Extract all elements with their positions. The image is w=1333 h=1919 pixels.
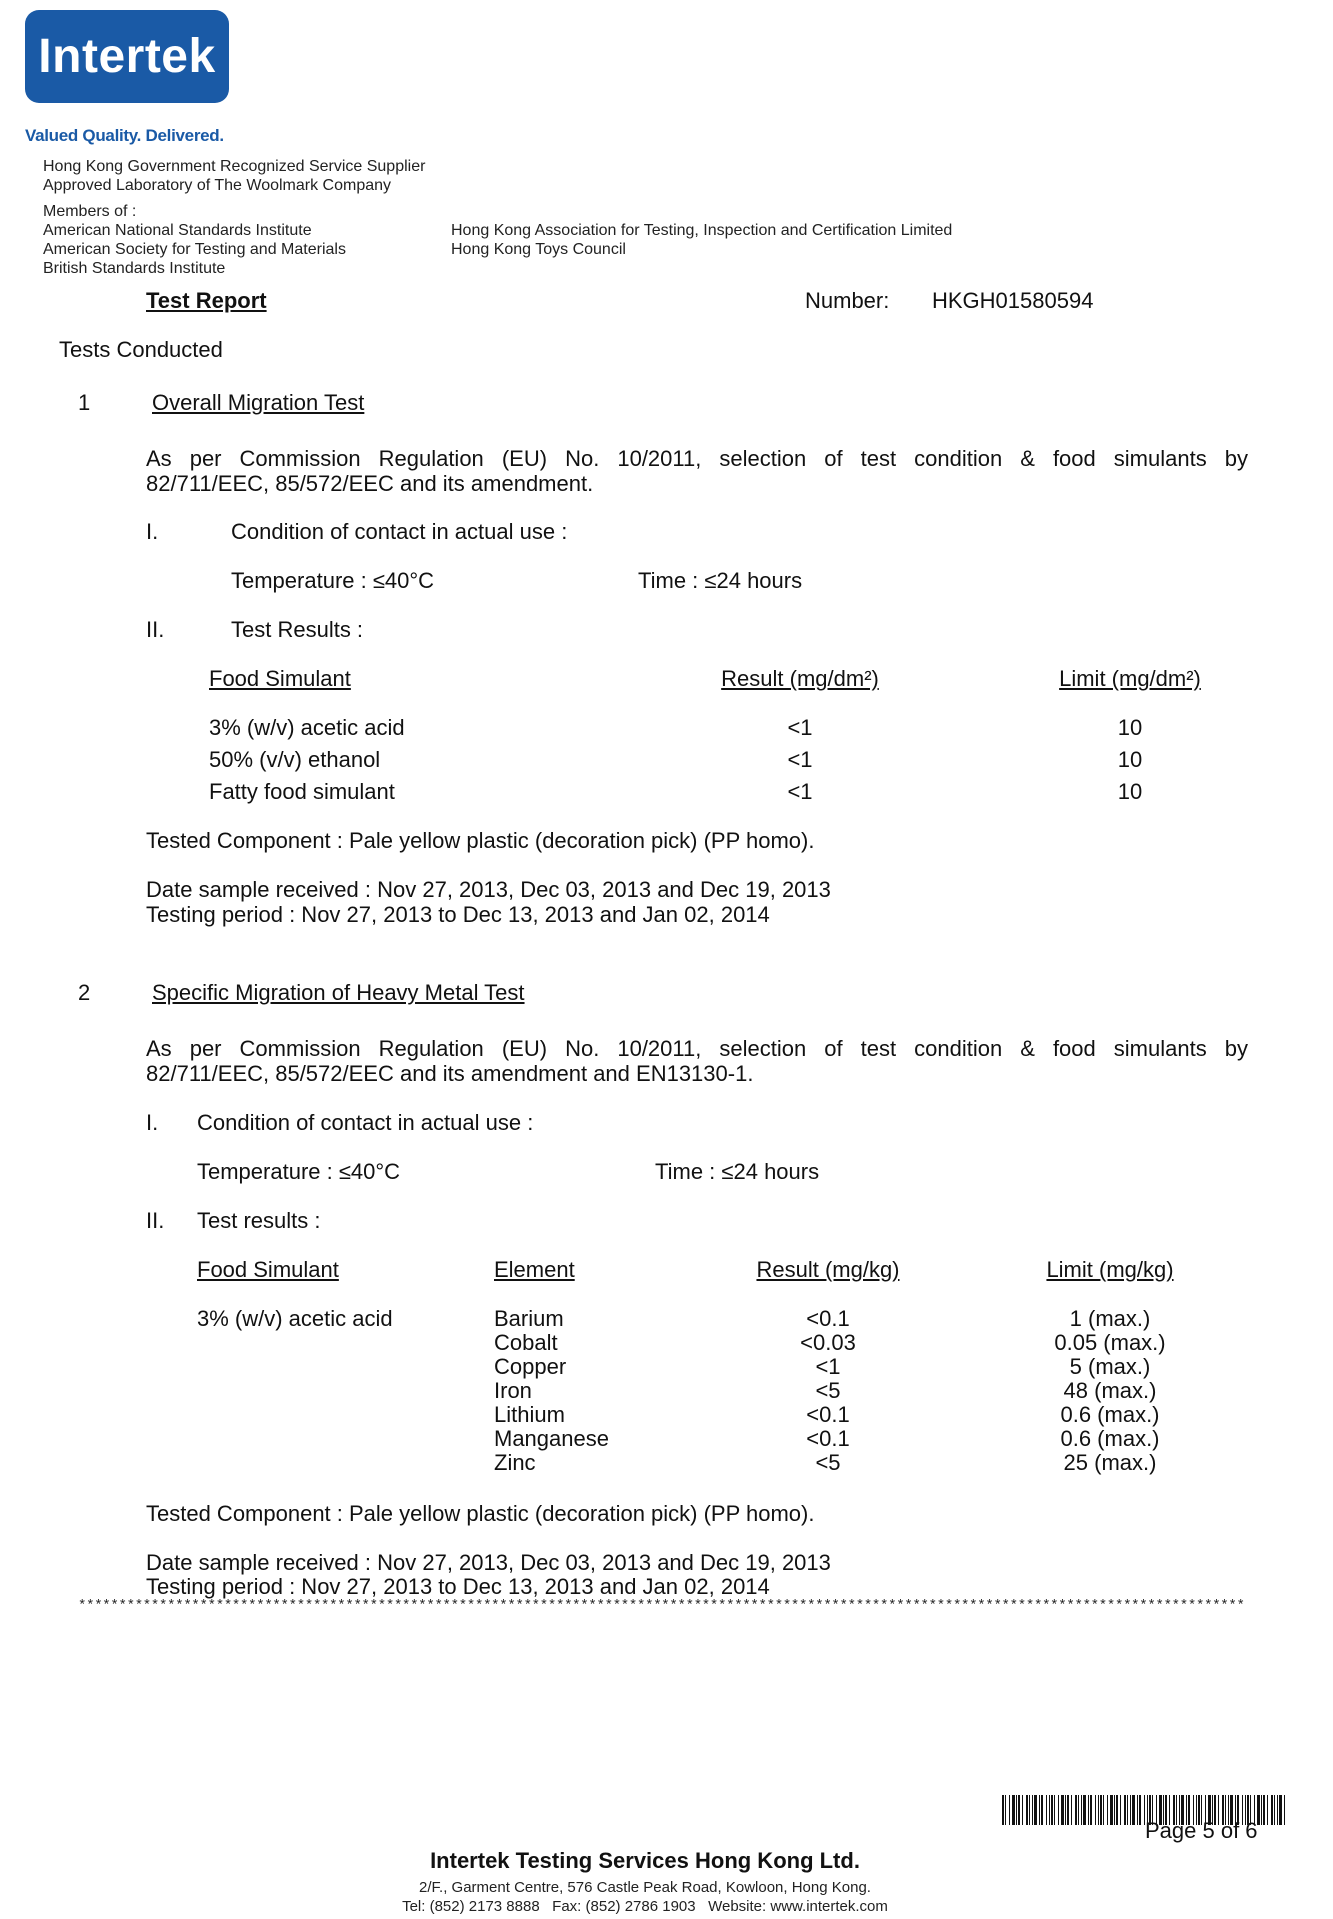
- test2-result-lithium: <0.1: [806, 1402, 850, 1427]
- member-ansi: American National Standards Institute: [43, 222, 312, 239]
- test2-component: Tested Component : Pale yellow plastic (decoration pick) (PP homo).: [146, 1501, 815, 1526]
- end-separator: ************************************************************************************************************************************************: [78, 1598, 1245, 1614]
- test2-element-cobalt: Cobalt: [494, 1330, 558, 1355]
- tests-heading: Tests Conducted: [59, 337, 223, 362]
- test1-row2-result: <1: [787, 747, 813, 772]
- test1-condition-label: Condition of contact in actual use :: [231, 519, 568, 544]
- test2-results-label: Test results :: [197, 1208, 321, 1233]
- test2-col-simulant: Food Simulant: [197, 1257, 339, 1282]
- report-title: Test Report: [146, 288, 267, 313]
- test2-limit-iron: 48 (max.): [1063, 1378, 1157, 1403]
- test2-number: 2: [78, 980, 91, 1005]
- test2-date-received: Date sample received : Nov 27, 2013, Dec 03, 2013 and Dec 19, 2013: [146, 1550, 831, 1575]
- test1-component: Tested Component : Pale yellow plastic (decoration pick) (PP homo).: [146, 828, 815, 853]
- test1-row2-simulant: 50% (v/v) ethanol: [209, 747, 381, 772]
- report-number-value: HKGH01580594: [932, 288, 1094, 313]
- test2-result-iron: <5: [815, 1378, 841, 1403]
- footer-address: 2/F., Garment Centre, 576 Castle Peak Road, Kowloon, Hong Kong.: [419, 1879, 871, 1896]
- test2-time: Time : ≤24 hours: [655, 1159, 820, 1184]
- page-number: Page 5 of 6: [1145, 1818, 1258, 1843]
- test2-limit-barium: 1 (max.): [1069, 1306, 1151, 1331]
- test2-element-zinc: Zinc: [494, 1450, 536, 1475]
- test1-row3-result: <1: [787, 779, 813, 804]
- member-hktc: Hong Kong Toys Council: [451, 241, 626, 258]
- test2-title: Specific Migration of Heavy Metal Test: [152, 980, 525, 1005]
- test2-result-barium: <0.1: [806, 1306, 850, 1331]
- test2-limit-zinc: 25 (max.): [1063, 1450, 1157, 1475]
- test2-limit-copper: 5 (max.): [1069, 1354, 1151, 1379]
- test1-col-limit: Limit (mg/dm²): [1059, 666, 1201, 691]
- member-hkatic: Hong Kong Association for Testing, Inspection and Certification Limited: [451, 222, 953, 239]
- test2-intro-line1: As per Commission Regulation (EU) No. 10/2011, selection of test condition & food simulants by: [146, 1036, 1248, 1061]
- member-bsi: British Standards Institute: [43, 260, 226, 277]
- footer-company: Intertek Testing Services Hong Kong Ltd.: [430, 1848, 860, 1873]
- test2-condition-number: I.: [146, 1110, 159, 1135]
- test1-date-received: Date sample received : Nov 27, 2013, Dec 03, 2013 and Dec 19, 2013: [146, 877, 831, 902]
- test2-result-copper: <1: [815, 1354, 841, 1379]
- test1-title: Overall Migration Test: [152, 390, 365, 415]
- test1-testing-period: Testing period : Nov 27, 2013 to Dec 13, 2013 and Jan 02, 2014: [146, 902, 770, 927]
- test1-col-result: Result (mg/dm²): [721, 666, 879, 691]
- test1-row3-limit: 10: [1117, 779, 1143, 804]
- test1-row3-simulant: Fatty food simulant: [209, 779, 395, 804]
- test1-number: 1: [78, 390, 91, 415]
- test2-results-number: II.: [146, 1208, 165, 1233]
- test2-condition-label: Condition of contact in actual use :: [197, 1110, 534, 1135]
- test2-testing-period: Testing period : Nov 27, 2013 to Dec 13, 2013 and Jan 02, 2014: [146, 1574, 770, 1599]
- test2-element-copper: Copper: [494, 1354, 567, 1379]
- test2-element-manganese: Manganese: [494, 1426, 609, 1451]
- test2-limit-lithium: 0.6 (max.): [1060, 1402, 1160, 1427]
- test1-col-simulant: Food Simulant: [209, 666, 351, 691]
- test1-intro-line1: As per Commission Regulation (EU) No. 10/2011, selection of test condition & food simulants by: [146, 446, 1248, 471]
- recognition-1: Hong Kong Government Recognized Service Supplier: [43, 158, 426, 175]
- test1-row1-result: <1: [787, 715, 813, 740]
- test1-time: Time : ≤24 hours: [638, 568, 803, 593]
- test2-simulant: 3% (w/v) acetic acid: [197, 1306, 393, 1331]
- report-number-label: Number:: [805, 288, 890, 313]
- test2-result-zinc: <5: [815, 1450, 841, 1475]
- test2-element-iron: Iron: [494, 1378, 532, 1403]
- test1-temperature: Temperature : ≤40°C: [231, 568, 435, 593]
- members-label: Members of :: [43, 203, 137, 220]
- test2-limit-manganese: 0.6 (max.): [1060, 1426, 1160, 1451]
- test2-limit-cobalt: 0.05 (max.): [1054, 1330, 1166, 1355]
- recognition-2: Approved Laboratory of The Woolmark Company: [43, 177, 392, 194]
- test1-results-number: II.: [146, 617, 165, 642]
- test2-col-limit: Limit (mg/kg): [1046, 1257, 1174, 1282]
- test1-row2-limit: 10: [1117, 747, 1143, 772]
- test1-results-label: Test Results :: [231, 617, 364, 642]
- test2-col-result: Result (mg/kg): [756, 1257, 900, 1282]
- test1-intro-line2: 82/711/EEC, 85/572/EEC and its amendment.: [146, 471, 594, 496]
- test2-temperature: Temperature : ≤40°C: [197, 1159, 401, 1184]
- intertek-logo: [25, 10, 229, 103]
- logo-text: Intertek: [38, 30, 216, 83]
- test2-element-barium: Barium: [494, 1306, 564, 1331]
- tagline: Valued Quality. Delivered.: [25, 126, 224, 145]
- test1-row1-simulant: 3% (w/v) acetic acid: [209, 715, 405, 740]
- test2-result-manganese: <0.1: [806, 1426, 850, 1451]
- test2-element-lithium: Lithium: [494, 1402, 565, 1427]
- test2-intro-line2: 82/711/EEC, 85/572/EEC and its amendment and EN13130-1.: [146, 1061, 754, 1086]
- test2-result-cobalt: <0.03: [800, 1330, 856, 1355]
- footer-contact: Tel: (852) 2173 8888 Fax: (852) 2786 1903 Website: www.intertek.com: [402, 1898, 888, 1915]
- test2-col-element: Element: [494, 1257, 575, 1282]
- test1-row1-limit: 10: [1117, 715, 1143, 740]
- member-astm: American Society for Testing and Materials: [43, 241, 346, 258]
- test1-condition-number: I.: [146, 519, 159, 544]
